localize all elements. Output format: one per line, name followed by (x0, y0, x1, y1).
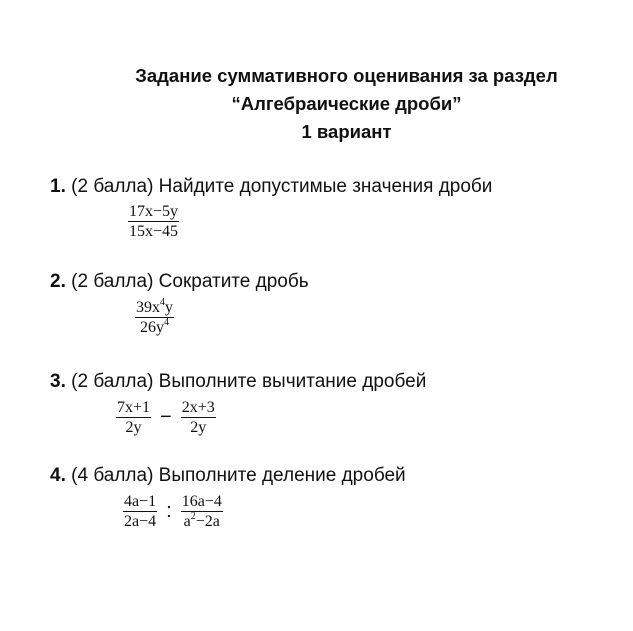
numerator: 17x−5y (129, 203, 179, 220)
fraction-2 (181, 399, 216, 436)
task-number: 3. (50, 371, 66, 392)
numerator (135, 299, 174, 318)
task-2-expression (135, 299, 174, 336)
task-number: 1. (50, 176, 66, 197)
numerator: 2x+3 (181, 399, 215, 416)
numerator-base: 39x (136, 299, 160, 316)
task-text: (2 балла) Выполните вычитание дробей (71, 371, 427, 392)
title-line-2: “Алгебраические дроби” (231, 93, 462, 114)
minus-operator: − (160, 406, 172, 428)
task-text: (2 балла) Найдите допустимые значения дроби (71, 176, 493, 197)
fraction (128, 203, 179, 240)
task-4-expression (123, 493, 223, 530)
fraction-1 (123, 493, 157, 530)
denominator: 15x−45 (129, 223, 179, 240)
denominator: 2y (190, 419, 207, 436)
numerator: 7x+1 (117, 399, 151, 416)
fraction (135, 299, 174, 336)
denominator-tail: −2a (195, 513, 220, 530)
task-4 (50, 465, 406, 487)
title-line-1: Задание суммативного оценивания за раздел (135, 65, 558, 86)
document-title (0, 62, 633, 146)
denominator (183, 512, 221, 530)
denominator-base: a (183, 513, 191, 530)
numerator-exponent: 4 (160, 297, 165, 308)
task-text: (4 балла) Выполните деление дробей (71, 465, 406, 486)
numerator: 16a−4 (181, 493, 222, 510)
task-1 (50, 176, 492, 198)
task-text: (2 балла) Сократите дробь (71, 271, 309, 292)
division-operator: : (166, 500, 172, 522)
denominator-base: 26y (140, 319, 164, 336)
title-line-3: 1 вариант (301, 121, 392, 142)
denominator-exponent: 2 (190, 511, 196, 522)
task-3 (50, 371, 426, 393)
numerator-tail: y (165, 299, 173, 316)
task-3-expression (116, 399, 216, 436)
denominator: 2a−4 (124, 513, 157, 530)
numerator: 4a−1 (124, 493, 157, 510)
task-2 (50, 271, 309, 293)
denominator: 2y (125, 419, 142, 436)
denominator-exponent: 4 (164, 317, 169, 328)
denominator (139, 318, 170, 336)
task-1-expression (128, 203, 179, 240)
fraction-2 (181, 493, 223, 530)
task-number: 2. (50, 271, 66, 292)
task-number: 4. (50, 465, 66, 486)
fraction-1 (116, 399, 151, 436)
